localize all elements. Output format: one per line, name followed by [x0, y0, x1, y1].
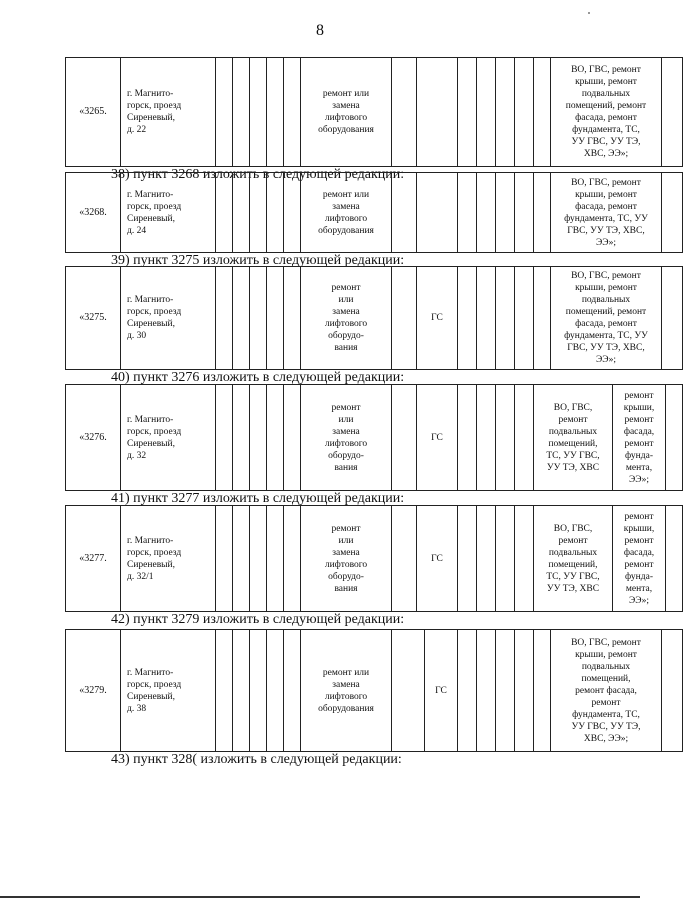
- empty-cell: [477, 267, 496, 370]
- scan-speck: [588, 12, 590, 14]
- empty-cell: [515, 58, 534, 167]
- empty-cell: [515, 385, 534, 491]
- table-row-block: [65, 505, 655, 628]
- empty-cell: [477, 58, 496, 167]
- item-number: «3279.: [66, 630, 121, 752]
- empty-cell: [284, 630, 301, 752]
- empty-cell: [233, 267, 250, 370]
- empty-cell: [662, 267, 683, 370]
- empty-cell: [392, 58, 417, 167]
- bottom-rule: [0, 896, 640, 898]
- address: г. Магнито- горск, проезд Сиреневый, д. 32/1: [121, 506, 216, 612]
- empty-cell: [534, 630, 551, 752]
- table-row-block: [65, 57, 647, 183]
- empty-cell: [250, 506, 267, 612]
- empty-cell: [515, 630, 534, 752]
- empty-cell: [662, 630, 683, 752]
- empty-cell: [515, 506, 534, 612]
- table-row-block: [65, 629, 641, 768]
- empty-cell: [496, 267, 515, 370]
- empty-cell: [250, 58, 267, 167]
- empty-cell: [267, 385, 284, 491]
- empty-cell: [458, 506, 477, 612]
- empty-cell: [216, 173, 233, 253]
- table-row: [65, 57, 683, 167]
- empty-cell: [534, 173, 551, 253]
- works-list-extra: ВО, ГВС, ремонт крыши, ремонт подвальных помещений, ремонт фасада, ремонт фундамента, ТС, УУ ГВС, УУ ТЭ, ХВС, ЭЭ»;: [551, 267, 662, 370]
- empty-cell: [250, 267, 267, 370]
- gs-mark: [417, 58, 458, 167]
- empty-cell: [233, 385, 250, 491]
- empty-cell: [496, 173, 515, 253]
- works-list-extra: ВО, ГВС, ремонт крыши, ремонт фасада, ремонт фундамента, ТС, УУ ГВС, УУ ТЭ, ХВС, ЭЭ»;: [551, 173, 662, 253]
- empty-cell: [392, 267, 417, 370]
- works-list-extra: ВО, ГВС, ремонт крыши, ремонт подвальных помещений, ремонт фасада, ремонт фундамента, ТС, УУ ГВС, УУ ТЭ, ХВС, ЭЭ»;: [551, 58, 662, 167]
- empty-cell: [392, 630, 425, 752]
- empty-cell: [496, 506, 515, 612]
- empty-cell: [267, 173, 284, 253]
- empty-cell: [477, 630, 496, 752]
- gs-mark: ГС: [425, 630, 458, 752]
- empty-cell: [250, 173, 267, 253]
- works-list: ВО, ГВС, ремонт подвальных помещений, ТС, УУ ГВС, УУ ТЭ, ХВС: [534, 385, 613, 491]
- empty-cell: [284, 506, 301, 612]
- empty-cell: [284, 385, 301, 491]
- work-type: ремонт или замена лифтового оборудо- вания: [301, 385, 392, 491]
- empty-cell: [284, 267, 301, 370]
- empty-cell: [477, 506, 496, 612]
- empty-cell: [662, 58, 683, 167]
- empty-cell: [233, 173, 250, 253]
- empty-cell: [496, 58, 515, 167]
- empty-cell: [216, 58, 233, 167]
- table-row: [65, 172, 683, 253]
- address: г. Магнито- горск, проезд Сиреневый, д. 38: [121, 630, 216, 752]
- empty-cell: [216, 385, 233, 491]
- work-type: ремонт или замена лифтового оборудования: [301, 173, 392, 253]
- works-list-extra: ремонт крыши, ремонт фасада, ремонт фунда- мента, ЭЭ»;: [613, 506, 666, 612]
- empty-cell: [458, 385, 477, 491]
- address: г. Магнито- горск, проезд Сиреневый, д. 32: [121, 385, 216, 491]
- empty-cell: [477, 173, 496, 253]
- empty-cell: [496, 385, 515, 491]
- gs-mark: ГС: [417, 267, 458, 370]
- empty-cell: [458, 173, 477, 253]
- table-row-block: [65, 384, 655, 507]
- table-row: [65, 505, 683, 612]
- table-row: [65, 384, 683, 491]
- work-type: ремонт или замена лифтового оборудования: [301, 58, 392, 167]
- table-row: [65, 629, 683, 752]
- empty-cell: [666, 506, 683, 612]
- amendment-instruction: 43) пункт 328( изложить в следующей редакции:: [111, 752, 402, 767]
- item-number: «3276.: [66, 385, 121, 491]
- work-type: ремонт или замена лифтового оборудо- вания: [301, 506, 392, 612]
- table-row-block: [65, 172, 648, 269]
- empty-cell: [458, 58, 477, 167]
- empty-cell: [392, 385, 417, 491]
- empty-cell: [458, 267, 477, 370]
- gs-mark: ГС: [417, 506, 458, 612]
- table-row: [65, 266, 683, 370]
- empty-cell: [534, 267, 551, 370]
- empty-cell: [250, 630, 267, 752]
- empty-cell: [267, 630, 284, 752]
- page-number: 8: [316, 22, 324, 39]
- empty-cell: [216, 267, 233, 370]
- empty-cell: [458, 630, 477, 752]
- empty-cell: [392, 506, 417, 612]
- empty-cell: [477, 385, 496, 491]
- address: г. Магнито- горск, проезд Сиреневый, д. 22: [121, 58, 216, 167]
- item-number: «3275.: [66, 267, 121, 370]
- empty-cell: [267, 506, 284, 612]
- gs-mark: [417, 173, 458, 253]
- works-list: ВО, ГВС, ремонт подвальных помещений, ТС, УУ ГВС, УУ ТЭ, ХВС: [534, 506, 613, 612]
- empty-cell: [392, 173, 417, 253]
- empty-cell: [284, 173, 301, 253]
- table-row-block: [65, 266, 648, 386]
- amendment-instruction: 39) пункт 3275 изложить в следующей редакции:: [111, 253, 405, 268]
- item-number: «3265.: [66, 58, 121, 167]
- empty-cell: [662, 173, 683, 253]
- amendment-instruction: 38) пункт 3268 изложить в следующей редакции:: [111, 167, 405, 182]
- empty-cell: [233, 58, 250, 167]
- empty-cell: [496, 630, 515, 752]
- work-type: ремонт или замена лифтового оборудо- вания: [301, 267, 392, 370]
- empty-cell: [233, 630, 250, 752]
- empty-cell: [515, 173, 534, 253]
- empty-cell: [284, 58, 301, 167]
- empty-cell: [233, 506, 250, 612]
- empty-cell: [666, 385, 683, 491]
- empty-cell: [267, 267, 284, 370]
- item-number: «3277.: [66, 506, 121, 612]
- works-list-extra: ВО, ГВС, ремонт крыши, ремонт подвальных помещений, ремонт фасада, ремонт фундамента, ТС, УУ ГВС, УУ ТЭ, ХВС, ЭЭ»;: [551, 630, 662, 752]
- amendment-instruction: 42) пункт 3279 изложить в следующей редакции:: [111, 612, 405, 627]
- empty-cell: [250, 385, 267, 491]
- empty-cell: [267, 58, 284, 167]
- amendment-instruction: 41) пункт 3277 изложить в следующей редакции:: [111, 491, 405, 506]
- empty-cell: [216, 506, 233, 612]
- address: г. Магнито- горск, проезд Сиреневый, д. 24: [121, 173, 216, 253]
- work-type: ремонт или замена лифтового оборудования: [301, 630, 392, 752]
- item-number: «3268.: [66, 173, 121, 253]
- amendment-instruction: 40) пункт 3276 изложить в следующей редакции:: [111, 370, 405, 385]
- empty-cell: [515, 267, 534, 370]
- gs-mark: ГС: [417, 385, 458, 491]
- works-list-extra: ремонт крыши, ремонт фасада, ремонт фунда- мента, ЭЭ»;: [613, 385, 666, 491]
- empty-cell: [216, 630, 233, 752]
- address: г. Магнито- горск, проезд Сиреневый, д. 30: [121, 267, 216, 370]
- empty-cell: [534, 58, 551, 167]
